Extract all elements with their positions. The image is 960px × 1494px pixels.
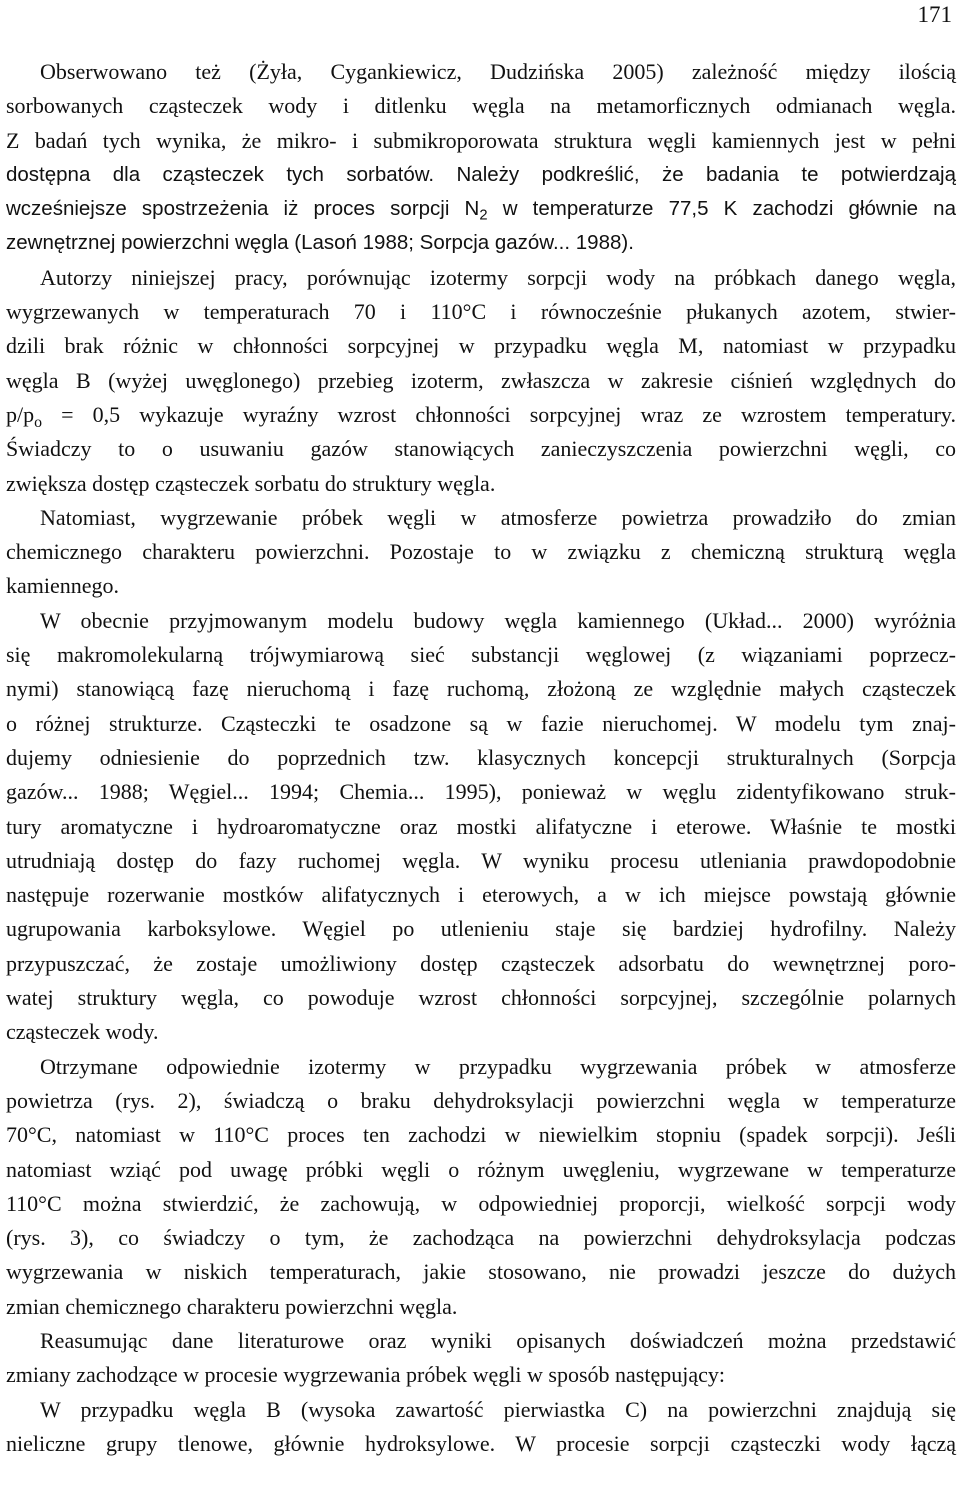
text-segment: Autorzy niniejszej pracy, porównując izotermy sorpcji wody na próbkach danego węgla,	[40, 264, 956, 290]
text-line	[6, 364, 956, 398]
text-segment: Obserwowano też (Żyła, Cygankiewicz, Dudzińska 2005) zależność między ilością	[40, 59, 956, 84]
text-segment: powietrza (rys. 2), świadczą o braku dehydroksylacji powierzchni węgla w temperaturze	[6, 1087, 956, 1113]
text-segment: Należy podkreślić, że badania te potwierdzają	[434, 162, 956, 186]
text-segment: W obecnie przyjmowanym modelu budowy węgla kamiennego (Układ... 2000) wyróżnia	[40, 607, 956, 633]
text-segment: W przypadku węgla B (wysoka zawartość pierwiastka C) na powierzchni znajdują się	[40, 1396, 956, 1422]
text-line	[6, 1118, 956, 1152]
text-line	[6, 981, 956, 1015]
text-segment: o różnej strukturze. Cząsteczki te osadzone są w fazie nieruchomej. W modelu tym znaj-	[6, 710, 956, 736]
text-segment: dostępna dla cząsteczek tych sorbatów.	[6, 162, 435, 186]
text-line	[6, 1324, 956, 1358]
text-segment: zmian chemicznego charakteru powierzchni węgla.	[6, 1293, 458, 1319]
text-line	[6, 192, 956, 226]
text-line	[6, 295, 956, 329]
text-segment: następuje rozerwanie mostków alifatycznych i eterowych, a w ich miejsce powstają głównie	[6, 882, 956, 908]
text-line	[6, 1221, 956, 1255]
text-line	[6, 158, 956, 192]
text-segment: Reasumując dane literaturowe oraz wyniki opisanych doświadczeń można przedstawić	[40, 1327, 956, 1353]
text-segment: wygrzewanych w temperaturach 70 i 110°C i równocześnie płukanych azotem, stwier-	[6, 299, 956, 325]
text-segment: zewnętrznej powierzchni węgla (Lasoń 1988; Sorpcja gazów... 1988).	[6, 231, 634, 255]
text-line	[6, 398, 956, 432]
text-line	[6, 89, 956, 123]
text-line	[6, 1255, 956, 1289]
text-line	[6, 569, 956, 603]
subscript: o	[34, 413, 43, 431]
text-line	[6, 261, 956, 295]
text-segment: kamiennego.	[6, 573, 120, 599]
text-line	[6, 810, 956, 844]
page-number: 171	[917, 2, 952, 27]
text-line	[6, 741, 956, 775]
text-segment: Natomiast, wygrzewanie próbek węgli w atmosferze powietrza prowadziło do zmian	[40, 504, 956, 530]
text-segment: wygrzewania w niskich temperaturach, jakie stosowano, nie prowadzi jeszcze do dużych	[6, 1259, 956, 1285]
text-segment: dzili brak różnic w chłonności sorpcyjnej w przypadku węgla M, natomiast w przypadku	[6, 333, 956, 359]
text-line	[6, 501, 956, 535]
text-segment: Świadczy to o usuwaniu gazów stanowiących zanieczyszczenia powierzchni węgli, co	[6, 436, 956, 462]
text-line	[6, 638, 956, 672]
text-segment: utrudniają dostęp do fazy ruchomej węgla. W wyniku procesu utleniania prawdopodobnie	[6, 847, 956, 873]
text-line	[6, 1050, 956, 1084]
text-line	[6, 844, 956, 878]
text-line	[6, 672, 956, 706]
text-segment: sorbowanych cząsteczek wody i ditlenku węgla na metamorficznych odmianach węgla.	[6, 93, 956, 119]
text-line	[6, 947, 956, 981]
text-line	[6, 535, 956, 569]
text-segment: chemicznego charakteru powierzchni. Pozostaje to w związku z chemiczną strukturą węgla	[6, 539, 956, 565]
text-segment: (rys. 3), co świadczy o tym, że zachodząca na powierzchni dehydroksylacja podczas	[6, 1225, 956, 1251]
text-line	[6, 226, 956, 260]
text-line	[6, 1015, 956, 1049]
text-segment: węgla B (wyżej uwęglonego) przebieg izoterm, zwłaszcza w zakresie ciśnień względnych do	[6, 367, 956, 393]
text-line	[6, 775, 956, 809]
text-segment: cząsteczek wody.	[6, 1019, 159, 1045]
text-line	[6, 1187, 956, 1221]
text-segment: 70°C, natomiast w 110°C proces ten zachodzi w niewielkim stopniu (spadek sorpcji). Jeśli	[6, 1122, 956, 1148]
text-line	[6, 124, 956, 158]
text-line	[6, 467, 956, 501]
text-segment: tury aromatyczne i hydroaromatyczne oraz mostki alifatyczne i eterowe. Właśnie te mostki	[6, 813, 956, 839]
text-line	[6, 878, 956, 912]
text-line	[6, 912, 956, 946]
text-segment: dujemy odniesienie do poprzednich tzw. klasycznych koncepcji strukturalnych (Sorpcja	[6, 744, 956, 770]
text-segment: Otrzymane odpowiednie izotermy w przypadku wygrzewania próbek w atmosferze	[40, 1053, 956, 1079]
text-segment: zmiany zachodzące w procesie wygrzewania próbek węgli w sposób następujący:	[6, 1362, 725, 1388]
text-line	[6, 1290, 956, 1324]
subscript: 2	[479, 207, 488, 224]
text-segment: ugrupowania karboksylowe. Węgiel po utlenieniu staje się bardziej hydrofilny. Należy	[6, 916, 956, 942]
text-segment: zwiększa dostęp cząsteczek sorbatu do struktury węgla.	[6, 470, 496, 496]
text-segment: wcześniejsze spostrzeżenia iż proces sorpcji N	[6, 197, 480, 221]
text-segment: nymi) stanowiącą fazę nieruchomą i fazę ruchomą, złożoną ze względnie małych cząsteczek	[6, 676, 956, 702]
text-segment: natomiast wziąć pod uwagę próbki węgli o różnym uwęgleniu, wygrzewane w temperaturze	[6, 1156, 956, 1182]
text-segment: w temperaturze 77,5 K zachodzi głównie na	[487, 197, 956, 221]
text-line	[6, 329, 956, 363]
text-segment: gazów... 1988; Węgiel... 1994; Chemia... 1995), ponieważ w węglu zidentyfikowano struk-	[6, 779, 956, 805]
text-segment: watej struktury węgla, co powoduje wzrost chłonności sorpcyjnej, szczególnie polarnych	[6, 985, 956, 1011]
body-text	[6, 55, 956, 1461]
text-line	[6, 432, 956, 466]
text-segment: = 0,5 wykazuje wyraźny wzrost chłonności sorpcyjnej wraz ze wzrostem temperatury.	[42, 401, 956, 427]
text-line	[6, 1358, 956, 1392]
text-segment: p/p	[6, 401, 35, 427]
text-line	[6, 604, 956, 638]
text-line	[6, 1084, 956, 1118]
text-line	[6, 1153, 956, 1187]
text-segment: się makromolekularną trójwymiarową sieć substancji węglowej (z wiązaniami poprzecz-	[6, 642, 956, 668]
text-line	[6, 1427, 956, 1461]
text-segment: nieliczne grupy tlenowe, głównie hydroksylowe. W procesie sorpcji cząsteczki wody łączą	[6, 1430, 956, 1456]
text-segment: Z badań tych wynika, że mikro- i submikroporowata struktura węgli kamiennych jest w pełni	[6, 127, 956, 153]
text-line	[6, 707, 956, 741]
text-line	[6, 55, 956, 89]
text-segment: przypuszczać, że zostaje umożliwiony dostęp cząsteczek adsorbatu do wewnętrznej poro-	[6, 950, 956, 976]
text-line	[6, 1393, 956, 1427]
text-segment: 110°C można stwierdzić, że zachowują, w odpowiedniej proporcji, wielkość sorpcji wody	[6, 1190, 956, 1216]
